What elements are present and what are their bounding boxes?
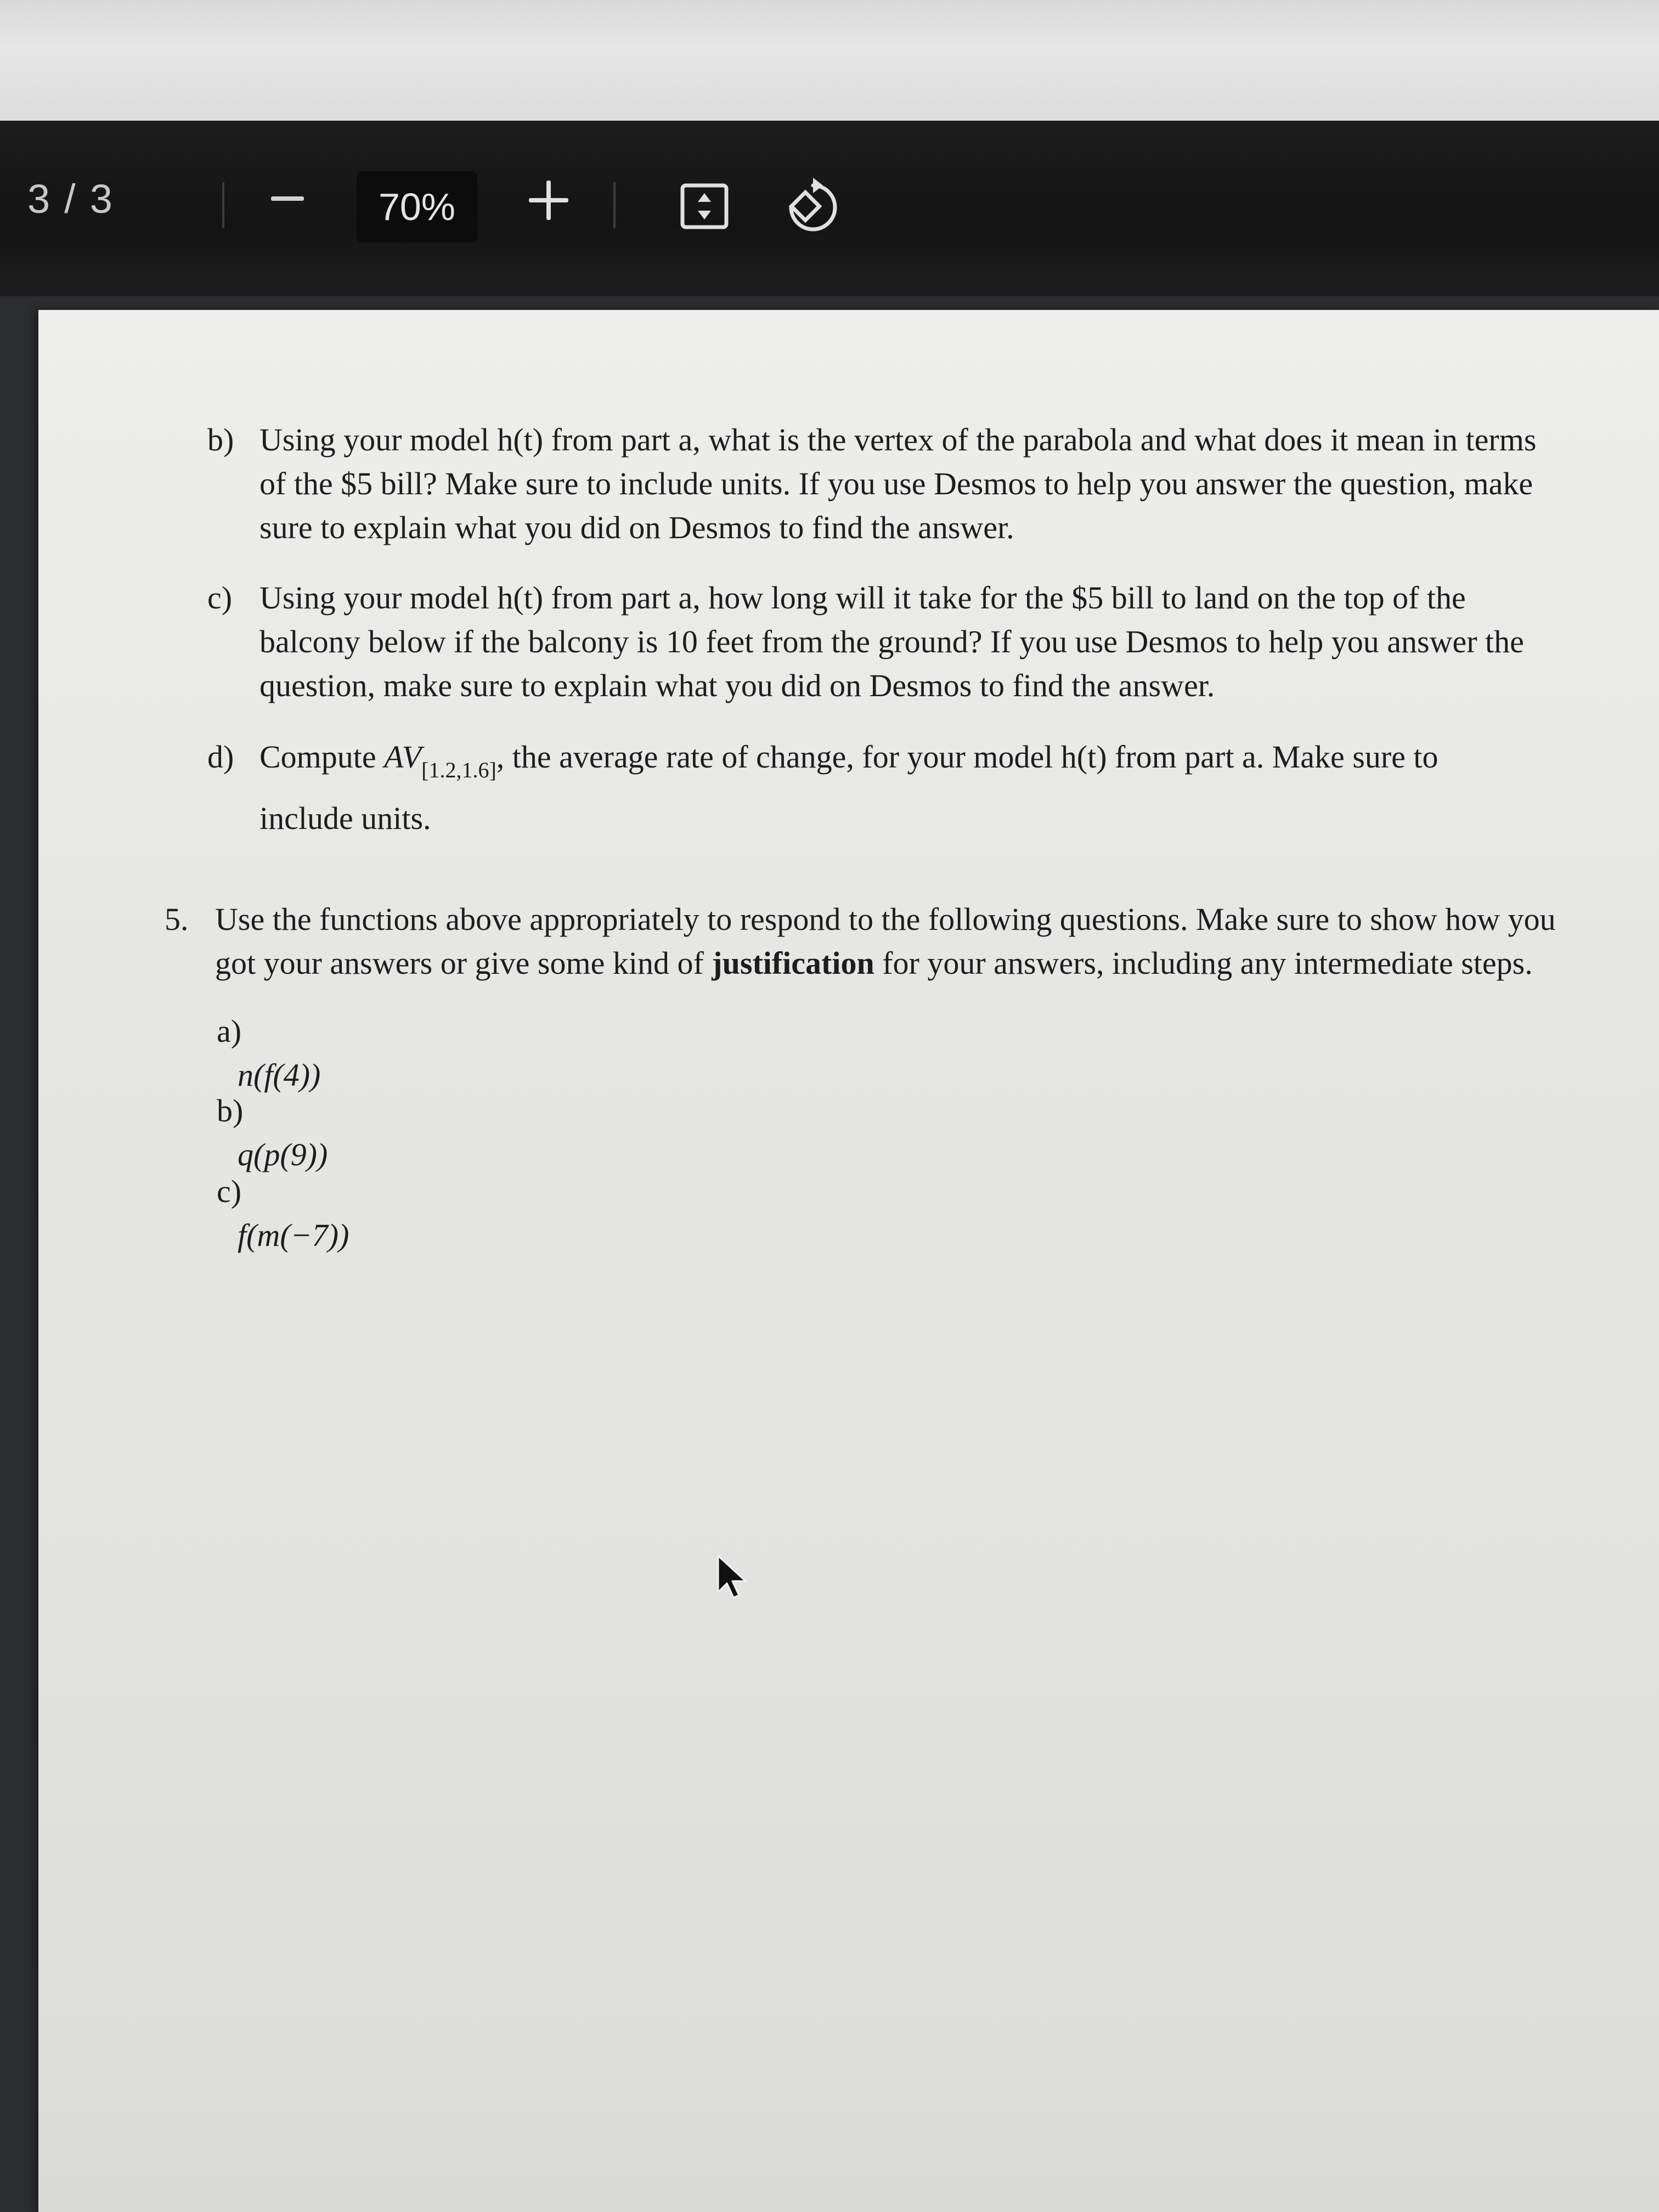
- question-text: got your answers or give some kind of: [215, 945, 712, 981]
- question-label: d): [207, 739, 234, 775]
- question-line: of the $5 bill? Make sure to include units. If you use Desmos to help you answer the question, make: [259, 466, 1533, 501]
- question-label: c): [207, 580, 233, 616]
- question-line: Using your model h(t) from part a, how long will it take for the $5 bill to land on the top of the: [259, 580, 1466, 616]
- justification-emphasis: justification: [712, 945, 874, 981]
- part-expression: q(p(9)): [238, 1137, 328, 1172]
- compute-word: Compute: [259, 739, 376, 775]
- part-label: c): [217, 1173, 242, 1209]
- question-line: , the average rate of change, for your model h(t) from part a. Make sure to: [496, 739, 1438, 775]
- page-current[interactable]: 3: [27, 176, 52, 222]
- question-label: b): [207, 422, 234, 458]
- question-5a: [217, 1009, 320, 1097]
- part-label: a): [217, 1013, 242, 1049]
- page-separator: /: [64, 176, 77, 222]
- pdf-toolbar: [0, 121, 1659, 296]
- screen-bezel-top: [0, 0, 1659, 121]
- fit-to-page-icon[interactable]: [679, 182, 730, 230]
- question-label: 5.: [165, 901, 189, 937]
- zoom-out-icon[interactable]: [269, 192, 306, 205]
- question-5b: [217, 1089, 328, 1177]
- part-expression: f(m(−7)): [238, 1217, 349, 1253]
- zoom-in-icon[interactable]: [527, 178, 571, 222]
- question-line: balcony below if the balcony is 10 feet from the ground? If you use Desmos to help you answer the: [259, 624, 1524, 659]
- question-text: for your answers, including any intermediate steps.: [874, 945, 1533, 981]
- question-5c: [217, 1170, 349, 1257]
- zoom-level-field[interactable]: 70%: [357, 171, 477, 242]
- page-total: 3: [89, 176, 114, 222]
- question-line: include units.: [259, 800, 431, 836]
- part-expression: n(f(4)): [238, 1057, 321, 1093]
- toolbar-divider: [613, 182, 616, 228]
- question-line: Use the functions above appropriately to respond to the following questions. Make sure to show how you: [215, 901, 1556, 937]
- av-interval: [1.2,1.6]: [421, 758, 496, 782]
- question-line: question, make sure to explain what you did on Desmos to find the answer.: [259, 668, 1215, 703]
- question-line: sure to explain what you did on Desmos to find the answer.: [259, 510, 1014, 545]
- part-label: b): [217, 1093, 244, 1128]
- page-indicator: [27, 176, 114, 222]
- mouse-cursor-icon: [716, 1554, 749, 1600]
- rotate-icon[interactable]: [779, 176, 840, 237]
- av-symbol: AV: [384, 739, 422, 775]
- question-line: Using your model h(t) from part a, what is the vertex of the parabola and what does it mean in terms: [259, 422, 1537, 458]
- toolbar-divider: [222, 182, 224, 228]
